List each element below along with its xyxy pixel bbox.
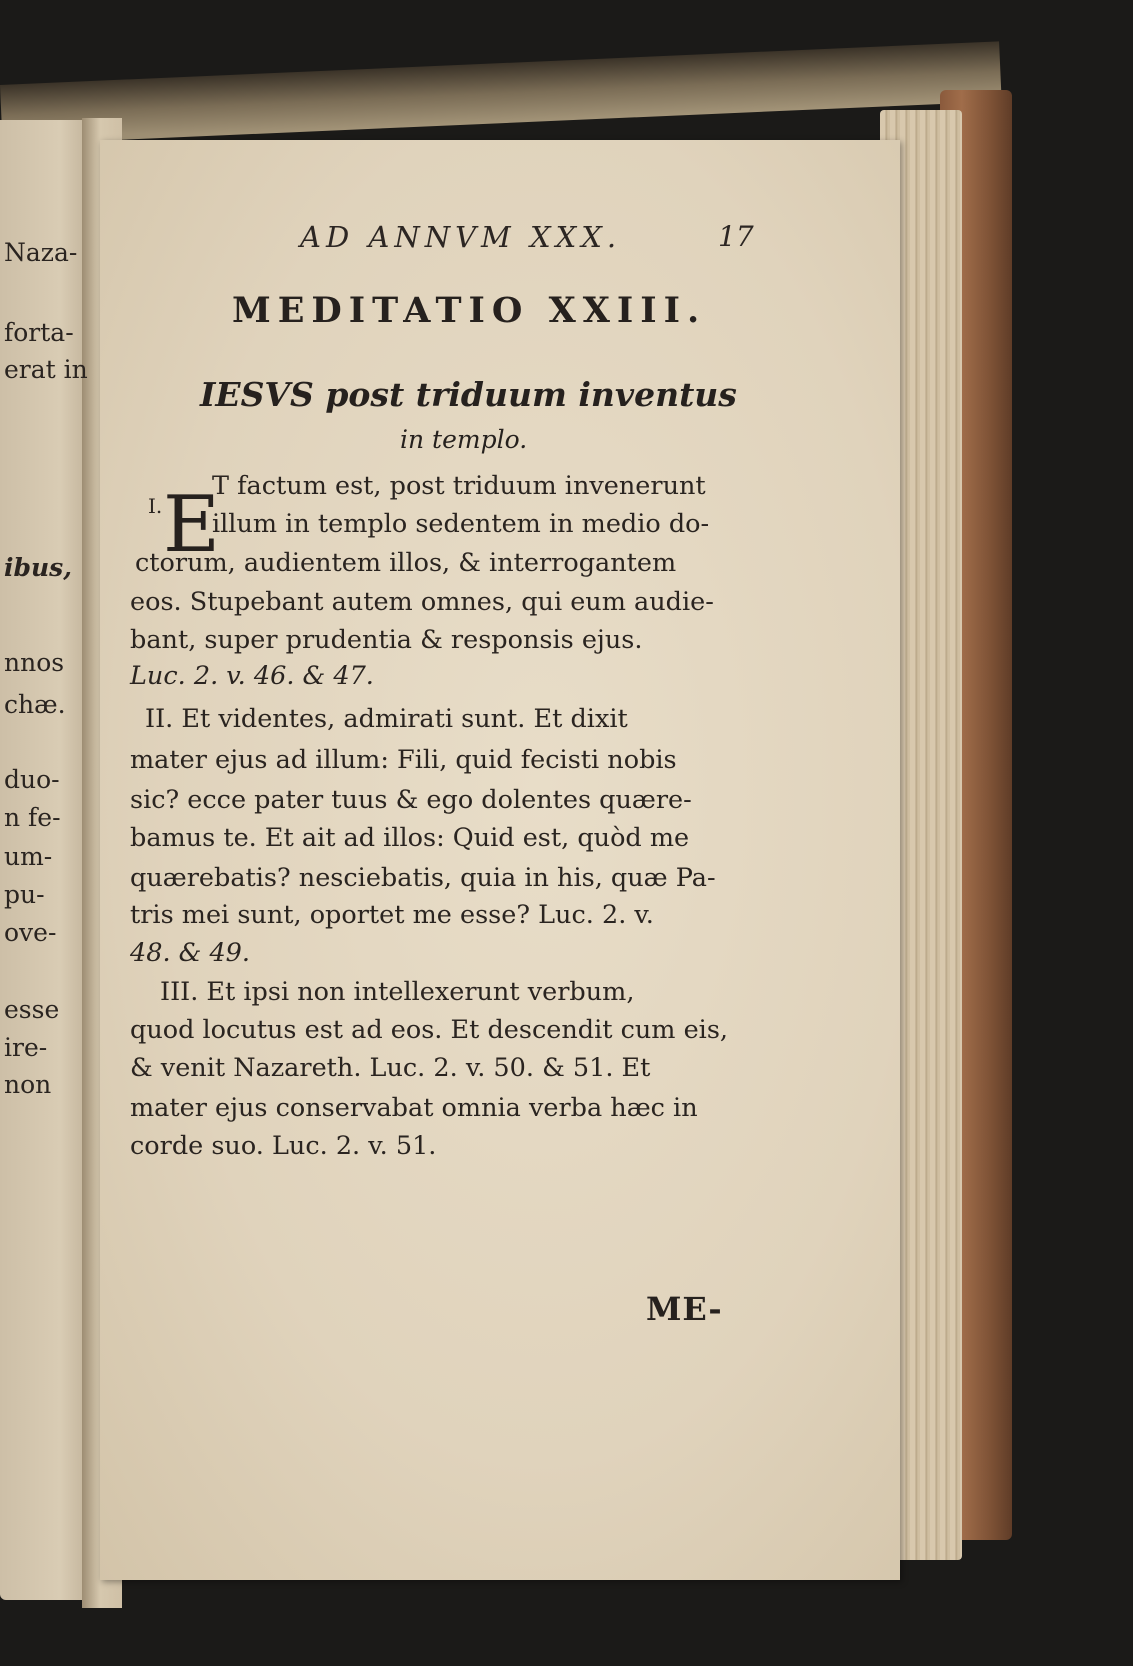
body-line: sic? ecce pater tuus & ego dolentes quære- [130, 785, 692, 815]
meditation-subtitle-2: in templo. [400, 425, 528, 454]
meditation-title: MEDITATIO XXIII. [232, 290, 707, 331]
body-line: quærebatis? nesciebatis, quia in his, quæ Pa- [130, 863, 716, 893]
body-line: bant, super prudentia & responsis ejus. [130, 625, 643, 655]
body-line: eos. Stupebant autem omnes, qui eum audie- [130, 587, 714, 617]
body-line: ctorum, audientem illos, & interrogantem [135, 548, 677, 578]
body-line: & venit Nazareth. Luc. 2. v. 50. & 51. Et [130, 1053, 651, 1083]
left-page-fragment: ire- [4, 1033, 48, 1062]
section-number: I. [148, 494, 163, 518]
body-line: III. Et ipsi non intellexerunt verbum, [160, 977, 635, 1007]
body-line: quod locutus est ad eos. Et descendit cum eis, [130, 1015, 729, 1045]
body-line: mater ejus conservabat omnia verba hæc in [130, 1093, 698, 1123]
left-page-fragment: ibus, [4, 553, 72, 582]
body-line: Luc. 2. v. 46. & 47. [130, 661, 374, 691]
left-page-fragment: Naza- [4, 238, 78, 267]
catchword: ME- [646, 1290, 723, 1328]
left-page-fragment: duo- [4, 765, 60, 794]
left-page-fragment: um- [4, 842, 53, 871]
body-line: 48. & 49. [130, 938, 251, 968]
body-line: mater ejus ad illum: Fili, quid fecisti nobis [130, 745, 677, 775]
body-line: II. Et videntes, admirati sunt. Et dixit [145, 704, 628, 734]
body-line: T factum est, post triduum invenerunt [212, 471, 706, 501]
book-spine-top [0, 41, 1002, 145]
left-page-fragment: pu- [4, 880, 45, 909]
left-page-fragment: non [4, 1070, 52, 1099]
page-number: 17 [718, 220, 754, 253]
left-page-fragment: forta- [4, 318, 74, 347]
body-line: tris mei sunt, oportet me esse? Luc. 2. v. [130, 900, 654, 930]
meditation-subtitle: IESVS post triduum inventus [200, 375, 737, 414]
left-page-fragment: esse [4, 995, 60, 1024]
body-line: illum in templo sedentem in medio do- [212, 509, 710, 539]
body-line: bamus te. Et ait ad illos: Quid est, quòd me [130, 823, 690, 853]
running-head: AD ANNVM XXX. [300, 220, 622, 254]
left-page-fragment: erat in [4, 355, 88, 384]
left-page-fragment: n fe- [4, 803, 61, 832]
left-page-fragment: chæ. [4, 690, 66, 719]
drop-cap: E [163, 480, 220, 570]
left-page-fragment: nnos [4, 648, 65, 677]
left-page-fragment: ove- [4, 918, 57, 947]
right-page [100, 140, 900, 1580]
body-line: corde suo. Luc. 2. v. 51. [130, 1131, 437, 1161]
